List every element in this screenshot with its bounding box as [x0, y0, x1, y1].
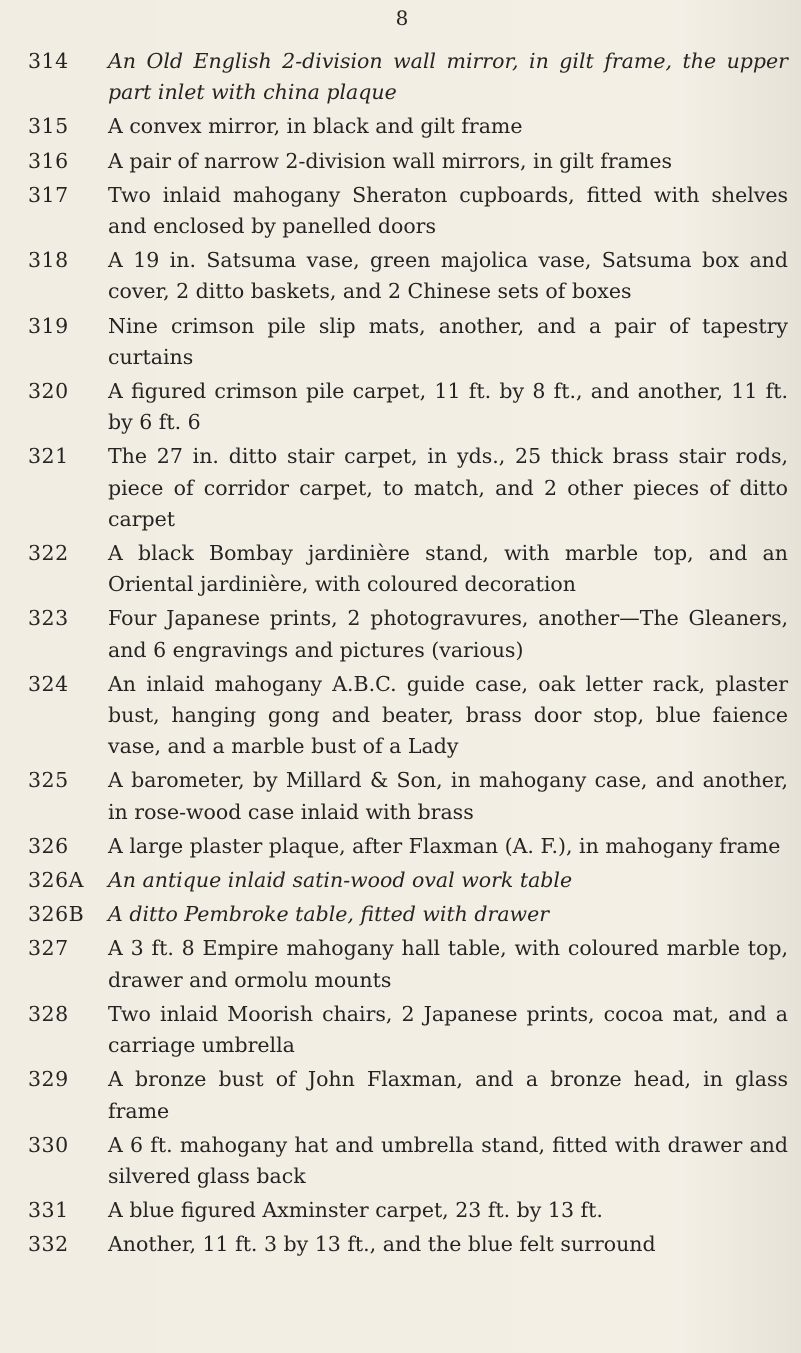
lot-number: 321	[28, 444, 69, 469]
lot-description: Two inlaid mahogany Sheraton cupboards, fitted with shelves and enclosed by panelled doors	[108, 182, 788, 239]
lot-item	[28, 1130, 788, 1192]
lot-item	[28, 933, 788, 995]
lot-number: 330	[28, 1132, 69, 1157]
lot-list	[28, 46, 788, 1264]
lot-number: 327	[28, 936, 69, 961]
lot-description: A figured crimson pile carpet, 11 ft. by 8 ft., and another, 11 ft. by 6 ft. 6	[108, 379, 788, 435]
lot-number: 328	[28, 1001, 69, 1026]
lot-number: 320	[28, 379, 69, 404]
lot-number: 329	[28, 1067, 69, 1092]
lot-item	[28, 46, 788, 108]
lot-description: Four Japanese prints, 2 photogravures, another—The Gleaners, and 6 engravings and pictures (various)	[108, 606, 788, 662]
page-number: 8	[395, 6, 409, 30]
lot-item	[28, 1064, 788, 1126]
lot-number: 332	[28, 1232, 69, 1257]
lot-item	[28, 1195, 788, 1226]
lot-item	[28, 180, 788, 242]
lot-item	[28, 831, 788, 862]
lot-description: A ditto Pembroke table, fitted with drawer	[108, 902, 550, 927]
lot-description: A bronze bust of John Flaxman, and a bronze head, in glass frame	[108, 1067, 788, 1123]
lot-description: A 6 ft. mahogany hat and umbrella stand, fitted with drawer and silvered glass back	[108, 1132, 788, 1188]
lot-item	[28, 765, 788, 827]
lot-description: A pair of narrow 2-division wall mirrors, in gilt frames	[108, 148, 672, 173]
lot-number: 318	[28, 248, 69, 273]
lot-item	[28, 376, 788, 438]
lot-item	[28, 899, 788, 930]
lot-description: A convex mirror, in black and gilt frame	[108, 114, 523, 139]
lot-number: 323	[28, 606, 69, 631]
lot-item	[28, 669, 788, 763]
lot-number: 331	[28, 1198, 69, 1223]
lot-item	[28, 111, 788, 142]
lot-number: 322	[28, 541, 69, 566]
lot-description: An inlaid mahogany A.B.C. guide case, oak letter rack, plaster bust, hanging gong and beater, brass door stop, blue faience vase, and a marble bust of a Lady	[108, 671, 788, 759]
lot-item	[28, 1229, 788, 1260]
lot-item	[28, 441, 788, 535]
lot-item	[28, 245, 788, 307]
lot-number: 315	[28, 114, 69, 139]
lot-number: 325	[28, 768, 69, 793]
lot-item	[28, 999, 788, 1061]
lot-description: A 19 in. Satsuma vase, green majolica vase, Satsuma box and cover, 2 ditto baskets, and 2 Chinese sets of boxes	[108, 248, 788, 304]
lot-item	[28, 603, 788, 665]
lot-description: An Old English 2-division wall mirror, in gilt frame, the upper part inlet with china plaque	[108, 49, 788, 105]
lot-number: 316	[28, 148, 69, 173]
lot-description: Another, 11 ft. 3 by 13 ft., and the blue felt surround	[108, 1232, 656, 1257]
lot-item	[28, 538, 788, 600]
lot-number: 326B	[28, 902, 85, 927]
lot-number: 319	[28, 313, 69, 338]
lot-description: An antique inlaid satin-wood oval work table	[108, 868, 573, 893]
lot-number: 324	[28, 671, 69, 696]
lot-description: A blue figured Axminster carpet, 23 ft. by 13 ft.	[108, 1198, 603, 1223]
lot-description: A barometer, by Millard & Son, in mahogany case, and another, in rose-wood case inlaid with brass	[108, 768, 788, 824]
lot-number: 314	[28, 49, 69, 73]
lot-number: 326A	[28, 868, 84, 893]
lot-description: A black Bombay jardinière stand, with marble top, and an Oriental jardinière, with coloured decoration	[108, 541, 788, 597]
lot-item	[28, 311, 788, 373]
lot-item	[28, 865, 788, 896]
lot-description: The 27 in. ditto stair carpet, in yds., 25 thick brass stair rods, piece of corridor carpet, to match, and 2 other pieces of ditto carpet	[108, 444, 788, 531]
lot-description: A large plaster plaque, after Flaxman (A. F.), in mahogany frame	[108, 833, 781, 858]
lot-item	[28, 146, 788, 177]
lot-number: 317	[28, 182, 69, 207]
lot-number: 326	[28, 833, 69, 858]
lot-description: A 3 ft. 8 Empire mahogany hall table, with coloured marble top, drawer and ormolu mounts	[108, 936, 788, 992]
lot-description: Nine crimson pile slip mats, another, and a pair of tapestry curtains	[108, 313, 788, 369]
lot-description: Two inlaid Moorish chairs, 2 Japanese prints, cocoa mat, and a carriage umbrella	[108, 1001, 788, 1058]
